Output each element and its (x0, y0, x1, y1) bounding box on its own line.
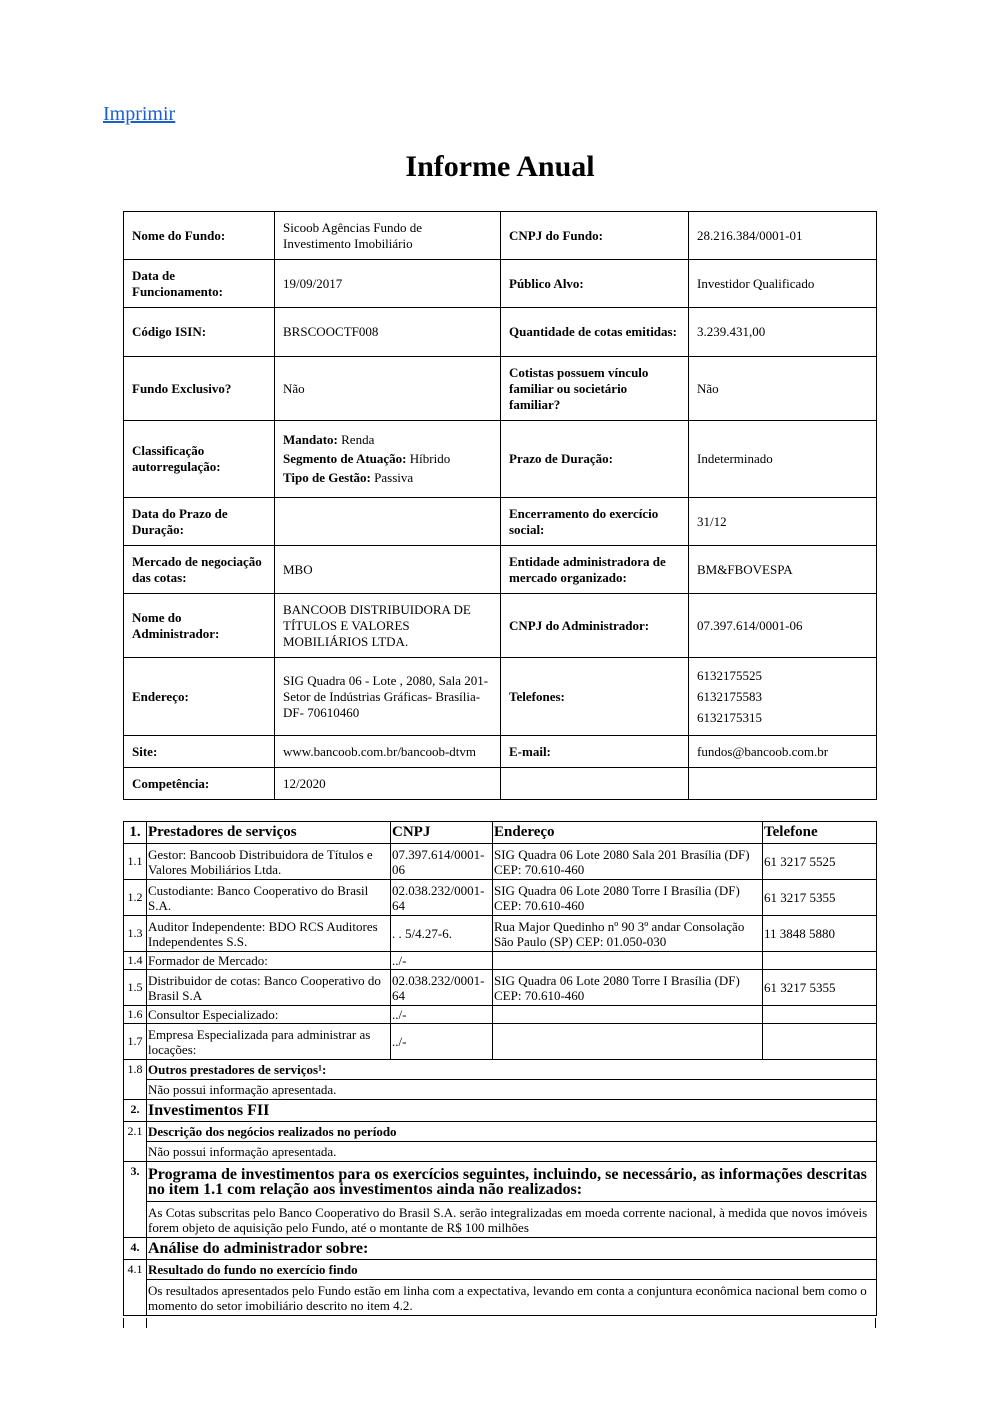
sub-value: Híbrido (409, 451, 451, 466)
provider-n: 1.5 (124, 970, 147, 1006)
field-value: MBO (275, 546, 501, 594)
section-number: 2. (124, 1100, 147, 1122)
column-header: Prestadores de serviços (147, 822, 391, 844)
field-label: Endereço: (124, 658, 275, 736)
section-text: As Cotas subscritas pelo Banco Cooperativo do Brasil S.A. serão integralizadas em moeda corrente nacional, à medida que novos imóveis forem objeto de aquisição pelo Fundo, até o montante de R$ 100 milhões (147, 1202, 877, 1238)
field-value (689, 768, 877, 800)
field-value: Não (275, 357, 501, 421)
field-label: Telefones: (501, 658, 689, 736)
field-label: Site: (124, 736, 275, 768)
field-label: Cotistas possuem vínculo familiar ou societário familiar? (501, 357, 689, 421)
field-value: 28.216.384/0001-01 (689, 212, 877, 260)
section-text-row (124, 1080, 877, 1100)
provider-name: Custodiante: Banco Cooperativo do Brasil S.A. (147, 880, 391, 916)
column-header: CNPJ (391, 822, 493, 844)
provider-tel (763, 1006, 877, 1024)
providers-table (123, 821, 877, 1316)
field-value: Não (689, 357, 877, 421)
section-text: Não possui informação apresentada. (147, 1080, 877, 1100)
field-label: Nome do Administrador: (124, 594, 275, 658)
provider-cnpj: ../- (391, 952, 493, 970)
section-title-row (124, 1100, 877, 1122)
sub-label: Mandato: (283, 432, 338, 447)
provider-n: 1.6 (124, 1006, 147, 1024)
field-value: BM&FBOVESPA (689, 546, 877, 594)
column-header: Telefone (763, 822, 877, 844)
field-value: www.bancoob.com.br/bancoob-dtvm (275, 736, 501, 768)
provider-name: Gestor: Bancoob Distribuidora de Títulos e Valores Mobiliários Ltda. (147, 844, 391, 880)
section-text-row (124, 1202, 877, 1238)
section-number: 4. (124, 1238, 147, 1260)
field-value: 12/2020 (275, 768, 501, 800)
section-title-row (124, 1162, 877, 1202)
field-label: Encerramento do exercício social: (501, 498, 689, 546)
provider-tel (763, 1024, 877, 1060)
field-label: Data de Funcionamento: (124, 260, 275, 308)
section-text-row (124, 1142, 877, 1162)
provider-tel: 11 3848 5880 (763, 916, 877, 952)
sub-label: Tipo de Gestão: (283, 470, 371, 485)
page-title: Informe Anual (405, 150, 595, 183)
provider-name: Empresa Especializada para administrar as locações: (147, 1024, 391, 1060)
field-label: Prazo de Duração: (501, 421, 689, 498)
provider-name: Consultor Especializado: (147, 1006, 391, 1024)
provider-cnpj: . . 5/4.27-6. (391, 916, 493, 952)
field-label: Público Alvo: (501, 260, 689, 308)
provider-row (124, 844, 877, 880)
provider-n: 1.2 (124, 880, 147, 916)
sub-value: Renda (341, 432, 375, 447)
info-row (124, 498, 877, 546)
field-value: fundos@bancoob.com.br (689, 736, 877, 768)
provider-row (124, 880, 877, 916)
provider-row (124, 952, 877, 970)
field-label: Código ISIN: (124, 308, 275, 357)
info-row (124, 594, 877, 658)
field-label: Nome do Fundo: (124, 212, 275, 260)
phone-number: 6132175525 (697, 667, 762, 683)
section-number: 2.1 (124, 1122, 147, 1162)
field-value (275, 421, 501, 498)
info-row (124, 260, 877, 308)
field-label: Data do Prazo de Duração: (124, 498, 275, 546)
field-value: 07.397.614/0001-06 (689, 594, 877, 658)
provider-cnpj: 07.397.614/0001-06 (391, 844, 493, 880)
section-title-row (124, 1260, 877, 1280)
provider-cnpj: ../- (391, 1024, 493, 1060)
provider-n: 1.7 (124, 1024, 147, 1060)
field-label: Quantidade de cotas emitidas: (501, 308, 689, 357)
table-border (146, 1318, 147, 1328)
field-value (275, 498, 501, 546)
section-number: 1. (124, 822, 147, 844)
field-label: CNPJ do Fundo: (501, 212, 689, 260)
info-row (124, 736, 877, 768)
provider-row (124, 1006, 877, 1024)
section-number: 1.8 (124, 1060, 147, 1100)
provider-cnpj: ../- (391, 1006, 493, 1024)
provider-name: Auditor Independente: BDO RCS Auditores Independentes S.S. (147, 916, 391, 952)
provider-tel: 61 3217 5355 (763, 880, 877, 916)
field-label: Competência: (124, 768, 275, 800)
field-label: E-mail: (501, 736, 689, 768)
providers-header (124, 822, 877, 844)
section-number: 3. (124, 1162, 147, 1238)
field-value: Indeterminado (689, 421, 877, 498)
section-text: Não possui informação apresentada. (147, 1142, 877, 1162)
provider-n: 1.4 (124, 952, 147, 970)
fund-info-table (123, 211, 877, 800)
info-row (124, 308, 877, 357)
provider-name: Formador de Mercado: (147, 952, 391, 970)
section-text-row (124, 1280, 877, 1316)
table-border (123, 1318, 124, 1328)
provider-name: Distribuidor de cotas: Banco Cooperativo do Brasil S.A (147, 970, 391, 1006)
provider-cnpj: 02.038.232/0001-64 (391, 970, 493, 1006)
provider-tel (763, 952, 877, 970)
field-value: BRSCOOCTF008 (275, 308, 501, 357)
provider-tel: 61 3217 5355 (763, 970, 877, 1006)
section-title-row (124, 1060, 877, 1080)
field-value: BANCOOB DISTRIBUIDORA DE TÍTULOS E VALORES MOBILIÁRIOS LTDA. (275, 594, 501, 658)
provider-row (124, 1024, 877, 1060)
sub-label: Segmento de Atuação: (283, 451, 407, 466)
provider-n: 1.3 (124, 916, 147, 952)
section-title: Análise do administrador sobre: (147, 1238, 877, 1260)
field-label: Entidade administradora de mercado organizado: (501, 546, 689, 594)
provider-addr (493, 952, 763, 970)
section-title-row (124, 1122, 877, 1142)
info-row (124, 421, 877, 498)
field-label (501, 768, 689, 800)
field-label: CNPJ do Administrador: (501, 594, 689, 658)
provider-addr: Rua Major Quedinho nº 90 3º andar Consolação São Paulo (SP) CEP: 01.050-030 (493, 916, 763, 952)
section-title: Investimentos FII (147, 1100, 877, 1122)
field-value: 31/12 (689, 498, 877, 546)
provider-addr: SIG Quadra 06 Lote 2080 Torre I Brasília (DF) CEP: 70.610-460 (493, 880, 763, 916)
provider-addr (493, 1006, 763, 1024)
info-row (124, 212, 877, 260)
phone-number: 6132175315 (697, 709, 762, 725)
provider-addr: SIG Quadra 06 Lote 2080 Sala 201 Brasília (DF) CEP: 70.610-460 (493, 844, 763, 880)
provider-addr (493, 1024, 763, 1060)
field-value: Investidor Qualificado (689, 260, 877, 308)
field-value (689, 658, 877, 736)
field-label: Classificação autorregulação: (124, 421, 275, 498)
provider-n: 1.1 (124, 844, 147, 880)
field-label: Fundo Exclusivo? (124, 357, 275, 421)
sub-value: Passiva (374, 470, 414, 485)
section-title: Resultado do fundo no exercício findo (147, 1260, 877, 1280)
phone-number: 6132175583 (697, 688, 762, 704)
info-row (124, 658, 877, 736)
field-value: SIG Quadra 06 - Lote , 2080, Sala 201- Setor de Indústrias Gráficas- Brasília- DF- 70610460 (275, 658, 501, 736)
field-value: 19/09/2017 (275, 260, 501, 308)
provider-addr: SIG Quadra 06 Lote 2080 Torre I Brasília (DF) CEP: 70.610-460 (493, 970, 763, 1006)
info-row (124, 546, 877, 594)
field-value: 3.239.431,00 (689, 308, 877, 357)
provider-row (124, 970, 877, 1006)
print-link[interactable]: Imprimir (103, 103, 176, 125)
provider-row (124, 916, 877, 952)
info-row (124, 357, 877, 421)
section-text: Os resultados apresentados pelo Fundo estão em linha com a expectativa, levando em conta a conjuntura econômica nacional bem como o momento do setor imobiliário descrito no item 4.2. (147, 1280, 877, 1316)
info-row (124, 768, 877, 800)
section-title: Outros prestadores de serviços¹: (147, 1060, 877, 1080)
section-title: Programa de investimentos para os exercícios seguintes, incluindo, se necessário, as informações descritas no item 1.1 com relação aos investimentos ainda não realizados: (147, 1162, 877, 1202)
column-header: Endereço (493, 822, 763, 844)
field-label: Mercado de negociação das cotas: (124, 546, 275, 594)
section-title-row (124, 1238, 877, 1260)
provider-tel: 61 3217 5525 (763, 844, 877, 880)
provider-cnpj: 02.038.232/0001-64 (391, 880, 493, 916)
field-value: Sicoob Agências Fundo de Investimento Imobiliário (275, 212, 501, 260)
table-border (875, 1318, 876, 1328)
section-number: 4.1 (124, 1260, 147, 1316)
section-title: Descrição dos negócios realizados no período (147, 1122, 877, 1142)
